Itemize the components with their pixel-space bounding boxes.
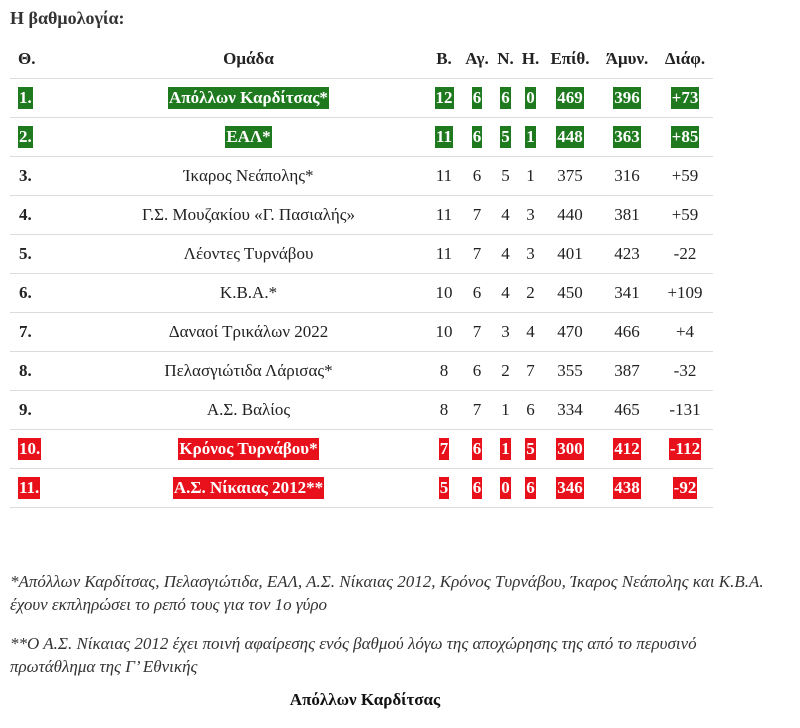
cell-games	[461, 274, 493, 313]
cell-for	[543, 391, 597, 430]
cell-against	[597, 196, 657, 235]
cell-pos-text: 11.	[19, 478, 40, 497]
cell-against	[597, 352, 657, 391]
cell-team-text: Λέοντες Τυρνάβου	[183, 244, 314, 263]
cell-wins-text: 2	[501, 361, 510, 380]
cell-points-text: 11	[435, 166, 453, 185]
cell-points	[427, 274, 461, 313]
cell-wins	[493, 118, 518, 157]
cell-losses	[518, 79, 543, 118]
cell-games	[461, 79, 493, 118]
cell-pos	[10, 79, 70, 118]
cell-losses	[518, 157, 543, 196]
cell-losses-text: 6	[526, 400, 535, 419]
cell-against-text: 396	[614, 88, 640, 107]
cell-wins-text: 4	[501, 244, 510, 263]
cell-against	[597, 274, 657, 313]
cell-for	[543, 469, 597, 508]
cell-wins-text: 4	[501, 205, 510, 224]
cell-diff	[657, 352, 713, 391]
standings-table	[10, 40, 713, 508]
cell-against	[597, 469, 657, 508]
cell-pos	[10, 469, 70, 508]
cell-diff	[657, 118, 713, 157]
cell-against-text: 423	[614, 244, 640, 263]
cell-wins	[493, 235, 518, 274]
cell-against-text: 387	[614, 361, 640, 380]
cell-points-text: 12	[435, 88, 453, 107]
cell-wins	[493, 196, 518, 235]
cell-against	[597, 313, 657, 352]
cell-points	[427, 391, 461, 430]
table-row	[10, 469, 713, 508]
col-header-games: Αγ.	[461, 40, 493, 79]
cell-losses	[518, 391, 543, 430]
col-header-for: Επίθ.	[543, 40, 597, 79]
cell-losses	[518, 430, 543, 469]
cell-points	[427, 235, 461, 274]
cell-wins	[493, 391, 518, 430]
cell-losses-text: 3	[526, 244, 535, 263]
cell-losses	[518, 196, 543, 235]
cell-team-text: Γ.Σ. Μουζακίου «Γ. Πασιαλής»	[142, 205, 355, 224]
cell-against	[597, 79, 657, 118]
cell-for	[543, 157, 597, 196]
section-subtitle: Απόλλων Καρδίτσας	[289, 690, 441, 709]
cell-diff-text: -112	[669, 439, 701, 458]
cell-points-text: 11	[435, 205, 453, 224]
cell-wins	[493, 79, 518, 118]
cell-pos	[10, 313, 70, 352]
cell-points	[427, 79, 461, 118]
cell-team-text: Δαναοί Τρικάλων 2022	[168, 322, 329, 341]
cell-losses-text: 1	[526, 166, 535, 185]
cell-games	[461, 118, 493, 157]
cell-games-text: 7	[472, 322, 482, 341]
cell-diff	[657, 469, 713, 508]
cell-pos	[10, 391, 70, 430]
cell-for-text: 300	[557, 439, 583, 458]
cell-games-text: 7	[472, 205, 482, 224]
cell-games	[461, 430, 493, 469]
cell-team	[70, 235, 427, 274]
cell-team	[70, 118, 427, 157]
col-header-against: Άμυν.	[597, 40, 657, 79]
cell-team	[70, 274, 427, 313]
cell-games-text: 6	[472, 283, 482, 302]
cell-games	[461, 352, 493, 391]
cell-diff-text: +85	[671, 127, 699, 146]
cell-points	[427, 196, 461, 235]
cell-games	[461, 157, 493, 196]
cell-for	[543, 79, 597, 118]
cell-wins-text: 1	[501, 400, 510, 419]
cell-diff-text: +4	[675, 322, 695, 341]
cell-for	[543, 118, 597, 157]
cell-pos-text: 2.	[19, 127, 32, 146]
cell-against-text: 466	[614, 322, 640, 341]
cell-points-text: 10	[435, 283, 453, 302]
cell-losses	[518, 352, 543, 391]
cell-against	[597, 430, 657, 469]
cell-wins-text: 0	[501, 478, 510, 497]
col-header-losses: Η.	[518, 40, 543, 79]
cell-wins-text: 5	[501, 166, 510, 185]
cell-points-text: 7	[439, 439, 449, 458]
cell-diff-text: +73	[671, 88, 699, 107]
cell-diff	[657, 196, 713, 235]
col-header-wins: Ν.	[493, 40, 518, 79]
col-header-points: Β.	[427, 40, 461, 79]
cell-games	[461, 391, 493, 430]
cell-team-text: Κ.Β.Α.*	[219, 283, 278, 302]
cell-diff	[657, 157, 713, 196]
cell-wins	[493, 274, 518, 313]
cell-pos	[10, 118, 70, 157]
footnote-bye: *Απόλλων Καρδίτσας, Πελασγιώτιδα, ΕΑΛ, Α.Σ. Νίκαιας 2012, Κρόνος Τυρνάβου, Ίκαρος Νεάπολης και Κ.Β.Α. έχουν εκπληρώσει το ρεπό τους για τον 1ο γύρο	[10, 572, 764, 614]
cell-pos	[10, 196, 70, 235]
cell-team-text: Απόλλων Καρδίτσας*	[169, 88, 328, 107]
cell-losses	[518, 235, 543, 274]
cell-team-text: ΕΑΛ*	[226, 127, 271, 146]
cell-diff-text: -32	[673, 361, 697, 380]
cell-diff-text: -131	[669, 400, 701, 419]
cell-diff	[657, 235, 713, 274]
cell-games-text: 6	[472, 361, 482, 380]
cell-for-text: 401	[557, 244, 583, 263]
cell-team	[70, 469, 427, 508]
cell-for-text: 470	[557, 322, 583, 341]
cell-losses	[518, 118, 543, 157]
table-header-row	[10, 40, 713, 79]
cell-wins-text: 5	[501, 127, 510, 146]
cell-team-text: Κρόνος Τυρνάβου*	[179, 439, 318, 458]
footnote-penalty: **Ο Α.Σ. Νίκαιας 2012 έχει ποινή αφαίρεσης ενός βαθμού λόγω της αποχώρησης της από το περυσινό πρωτάθλημα της Γ’ Εθνικής	[10, 634, 697, 676]
cell-pos-text: 1.	[19, 88, 32, 107]
cell-wins	[493, 469, 518, 508]
cell-games-text: 7	[472, 244, 482, 263]
cell-for	[543, 430, 597, 469]
cell-games	[461, 469, 493, 508]
cell-for	[543, 352, 597, 391]
cell-points	[427, 469, 461, 508]
cell-pos	[10, 157, 70, 196]
cell-pos-text: 6.	[19, 283, 32, 302]
table-row	[10, 274, 713, 313]
table-row	[10, 430, 713, 469]
cell-against	[597, 157, 657, 196]
cell-for-text: 440	[557, 205, 583, 224]
cell-wins-text: 4	[501, 283, 510, 302]
cell-team	[70, 313, 427, 352]
cell-losses	[518, 469, 543, 508]
table-row	[10, 352, 713, 391]
cell-losses-text: 7	[526, 361, 535, 380]
cell-losses-text: 5	[526, 439, 535, 458]
cell-diff-text: -92	[673, 478, 697, 497]
cell-points	[427, 157, 461, 196]
cell-pos	[10, 274, 70, 313]
cell-points	[427, 352, 461, 391]
cell-team-text: Πελασγιώτιδα Λάρισας*	[164, 361, 333, 380]
cell-points-text: 8	[439, 361, 449, 380]
cell-wins	[493, 313, 518, 352]
cell-losses-text: 1	[526, 127, 535, 146]
cell-losses-text: 4	[526, 322, 535, 341]
cell-diff-text: +59	[671, 166, 699, 185]
table-row	[10, 118, 713, 157]
cell-pos-text: 4.	[19, 205, 32, 224]
cell-games-text: 6	[472, 439, 482, 458]
cell-points	[427, 430, 461, 469]
cell-wins-text: 3	[501, 322, 510, 341]
cell-for-text: 469	[557, 88, 583, 107]
cell-for	[543, 235, 597, 274]
cell-diff-text: +109	[667, 283, 703, 302]
cell-against	[597, 118, 657, 157]
cell-diff-text: +59	[671, 205, 699, 224]
cell-diff	[657, 274, 713, 313]
cell-pos	[10, 430, 70, 469]
cell-games-text: 6	[472, 127, 482, 146]
cell-for-text: 334	[557, 400, 583, 419]
cell-pos-text: 5.	[19, 244, 32, 263]
col-header-team: Ομάδα	[70, 40, 427, 79]
cell-for	[543, 274, 597, 313]
cell-points-text: 10	[435, 322, 453, 341]
cell-points-text: 8	[439, 400, 449, 419]
cell-for-text: 375	[557, 166, 583, 185]
cell-losses-text: 6	[526, 478, 535, 497]
standings-heading: Η βαθμολογία:	[10, 8, 125, 28]
cell-losses-text: 0	[526, 88, 535, 107]
cell-losses	[518, 313, 543, 352]
cell-points	[427, 313, 461, 352]
cell-games-text: 6	[472, 166, 482, 185]
cell-against-text: 363	[614, 127, 640, 146]
cell-for	[543, 196, 597, 235]
cell-team	[70, 157, 427, 196]
table-row	[10, 79, 713, 118]
cell-pos-text: 7.	[19, 322, 32, 341]
table-row	[10, 196, 713, 235]
cell-games	[461, 196, 493, 235]
cell-against-text: 341	[614, 283, 640, 302]
cell-pos	[10, 352, 70, 391]
cell-pos	[10, 235, 70, 274]
cell-wins	[493, 430, 518, 469]
cell-team-text: Α.Σ. Νίκαιας 2012**	[173, 478, 324, 497]
cell-pos-text: 10.	[19, 439, 41, 458]
cell-games	[461, 313, 493, 352]
col-header-pos: Θ.	[10, 40, 70, 79]
cell-team	[70, 430, 427, 469]
cell-for-text: 448	[557, 127, 583, 146]
table-row	[10, 157, 713, 196]
cell-losses-text: 3	[526, 205, 535, 224]
cell-for-text: 346	[557, 478, 583, 497]
cell-losses-text: 2	[526, 283, 535, 302]
cell-diff	[657, 79, 713, 118]
table-row	[10, 235, 713, 274]
cell-against	[597, 391, 657, 430]
table-row	[10, 391, 713, 430]
cell-losses	[518, 274, 543, 313]
cell-wins-text: 1	[501, 439, 510, 458]
cell-team	[70, 391, 427, 430]
cell-against-text: 412	[614, 439, 640, 458]
cell-games	[461, 235, 493, 274]
cell-diff	[657, 313, 713, 352]
cell-pos-text: 8.	[19, 361, 32, 380]
cell-against-text: 316	[614, 166, 640, 185]
cell-points-text: 5	[439, 478, 449, 497]
cell-for-text: 355	[557, 361, 583, 380]
cell-against-text: 465	[614, 400, 640, 419]
cell-points-text: 11	[435, 244, 453, 263]
cell-wins	[493, 157, 518, 196]
cell-diff	[657, 430, 713, 469]
cell-team-text: Α.Σ. Βαλίος	[206, 400, 291, 419]
standings-body	[10, 79, 713, 508]
cell-wins-text: 6	[501, 88, 510, 107]
cell-points	[427, 118, 461, 157]
cell-team	[70, 196, 427, 235]
cell-team	[70, 79, 427, 118]
cell-for-text: 450	[557, 283, 583, 302]
cell-team-text: Ίκαρος Νεάπολης*	[183, 166, 314, 185]
cell-wins	[493, 352, 518, 391]
cell-against	[597, 235, 657, 274]
cell-games-text: 6	[472, 88, 482, 107]
cell-diff	[657, 391, 713, 430]
cell-diff-text: -22	[673, 244, 697, 263]
cell-team	[70, 352, 427, 391]
cell-pos-text: 3.	[19, 166, 32, 185]
cell-points-text: 11	[435, 127, 453, 146]
cell-games-text: 7	[472, 400, 482, 419]
cell-for	[543, 313, 597, 352]
cell-against-text: 381	[614, 205, 640, 224]
cell-games-text: 6	[472, 478, 482, 497]
col-header-diff: Διάφ.	[657, 40, 713, 79]
cell-against-text: 438	[614, 478, 640, 497]
cell-pos-text: 9.	[19, 400, 32, 419]
table-row	[10, 313, 713, 352]
